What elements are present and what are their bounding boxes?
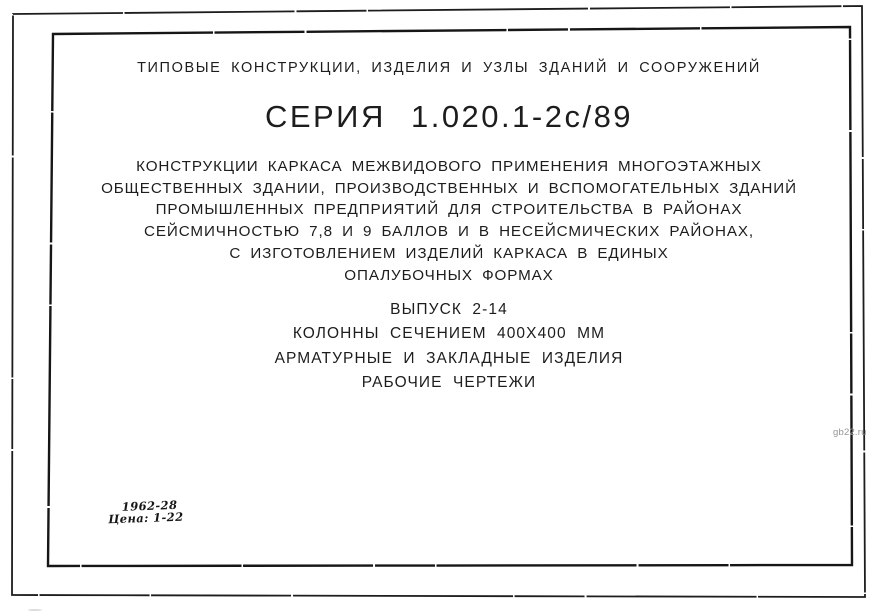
description-paragraph [53, 156, 845, 286]
scan-speck [28, 609, 42, 611]
watermark: gb22.ru [833, 427, 867, 438]
document-category-heading: ТИПОВЫЕ КОНСТРУКЦИИ, ИЗДЕЛИЯ И УЗЛЫ ЗДАНИЙ И СООРУЖЕНИЙ [137, 60, 761, 76]
price-stamp [107, 497, 184, 526]
description-line: ОБЩЕСТВЕННЫХ ЗДАНИИ, ПРОИЗВОДСТВЕННЫХ И ВСПОМОГАТЕЛЬНЫХ ЗДАНИЙ [101, 179, 797, 197]
description-line: СЕЙСМИЧНОСТЬЮ 7,8 И 9 БАЛЛОВ И В НЕСЕЙСМИЧЕСКИХ РАЙОНАХ, [144, 223, 754, 241]
stamp-code: 1962-28 [121, 497, 178, 514]
description-line: КОНСТРУКЦИИ КАРКАСА МЕЖВИДОВОГО ПРИМЕНЕНИЯ МНОГОЭТАЖНЫХ [136, 158, 762, 175]
description-line: ОПАЛУБОЧНЫХ ФОРМАХ [344, 266, 554, 284]
issue-subject: КОЛОННЫ СЕЧЕНИЕМ 400X400 ММ [292, 325, 606, 343]
issue-contents: АРМАТУРНЫЕ И ЗАКЛАДНЫЕ ИЗДЕЛИЯ [274, 349, 624, 367]
stamp-price: Цена: 1-22 [107, 509, 184, 526]
issue-block [53, 298, 845, 396]
issue-number: ВЫПУСК 2-14 [390, 301, 508, 318]
issue-drawing-type: РАБОЧИЕ ЧЕРТЕЖИ [361, 374, 537, 392]
description-line: С ИЗГОТОВЛЕНИЕМ ИЗДЕЛИЙ КАРКАСА В ЕДИНЫХ [229, 244, 669, 262]
series-title: СЕРИЯ 1.020.1-2с/89 [264, 99, 634, 134]
description-line: ПРОМЫШЛЕННЫХ ПРЕДПРИЯТИЙ ДЛЯ СТРОИТЕЛЬСТВА В РАЙОНАХ [155, 201, 743, 219]
